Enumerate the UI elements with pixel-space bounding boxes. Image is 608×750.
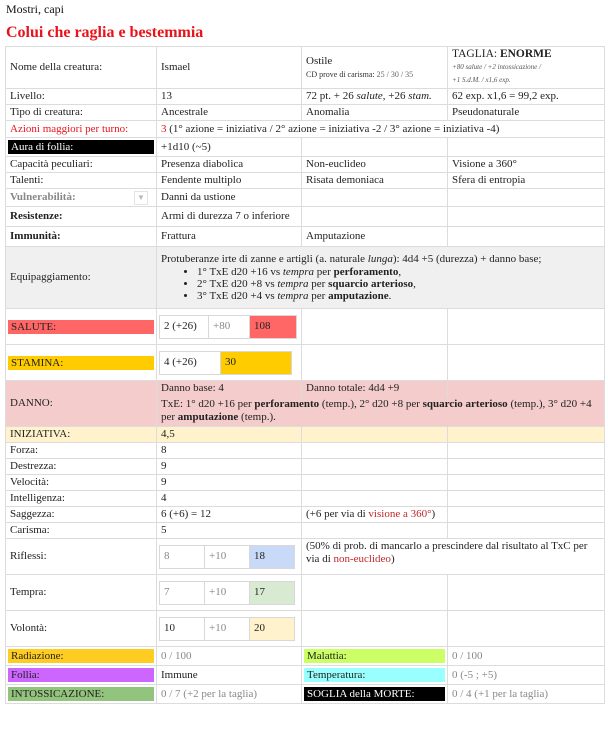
text-fragment: non-euclideo: [333, 553, 391, 565]
tipo-label: Tipo di creatura:: [6, 105, 157, 121]
text-fragment: squarcio arterioso: [422, 398, 508, 411]
immunita-value-1[interactable]: Frattura: [157, 227, 302, 247]
text-fragment: (temp.), 2° d20 +8 per: [319, 398, 423, 411]
talenti-value-1[interactable]: Fendente multiplo: [157, 173, 302, 189]
breadcrumb[interactable]: Mostri, capi: [6, 2, 64, 16]
row-resistenze: [6, 207, 605, 227]
azioni-label: Azioni maggiori per turno:: [6, 121, 157, 138]
text-fragment: ): [431, 508, 436, 520]
empty-cell[interactable]: [448, 507, 605, 523]
empty-cell[interactable]: [302, 575, 448, 611]
row-intossicazione: [6, 685, 605, 704]
empty-cell[interactable]: [448, 575, 605, 611]
row-volonta: [6, 611, 605, 647]
text-fragment: per: [308, 278, 329, 290]
volonta-label: Volontà:: [6, 611, 157, 647]
tipo-value-1[interactable]: Ancestrale: [157, 105, 302, 121]
row-riflessi: [6, 539, 605, 575]
salute-base[interactable]: 2 (+26): [160, 315, 209, 338]
capacita-value-2[interactable]: Non-euclideo: [302, 157, 448, 173]
empty-cell[interactable]: [448, 611, 605, 647]
attitude-value: Ostile: [306, 54, 333, 67]
row-iniziativa: [6, 427, 605, 443]
stat-value[interactable]: 5: [157, 523, 302, 539]
attitude-cell[interactable]: [302, 47, 448, 89]
salute-total[interactable]: 108: [250, 315, 297, 338]
stat-value[interactable]: 4: [157, 491, 302, 507]
riflessi-total[interactable]: 18: [250, 545, 295, 568]
text-fragment: 1° TxE d20 +16 vs: [197, 266, 283, 278]
tempra-box: [159, 581, 295, 605]
cd-values: 25 / 30 / 35: [376, 69, 414, 79]
text-fragment: 2° TxE d20 +8 vs: [197, 278, 278, 290]
livello-label: Livello:: [6, 89, 157, 105]
volonta-box: [159, 617, 295, 641]
row-stat: [6, 491, 605, 507]
stat-value[interactable]: 8: [157, 443, 302, 459]
danno-label: DANNO:: [6, 381, 157, 427]
text-fragment: (temp.).: [238, 411, 276, 424]
size-cell[interactable]: [448, 47, 605, 89]
capacita-value-1[interactable]: Presenza diabolica: [157, 157, 302, 173]
resistenze-value[interactable]: Armi di durezza 7 o inferiore: [157, 207, 302, 227]
riflessi-bonus[interactable]: +10: [205, 545, 250, 568]
follia-label: Follia:: [8, 668, 154, 682]
stat-label: Carisma:: [6, 523, 157, 539]
stat-label: Destrezza:: [6, 459, 157, 475]
text-fragment: 3° TxE d20 +4 vs: [197, 290, 278, 302]
empty-cell[interactable]: [448, 523, 605, 539]
size-note-1: +80 salute / +2 intossicazione /: [452, 63, 541, 71]
capacita-value-3[interactable]: Visione a 360°: [448, 157, 605, 173]
iniziativa-value[interactable]: 4,5: [157, 427, 302, 443]
text-fragment: (+6 per via di: [306, 508, 369, 520]
text-fragment: TxE: 1° d20 +16 per: [161, 398, 255, 411]
equipaggiamento-value[interactable]: [157, 247, 605, 309]
intro-b: lunga: [367, 253, 393, 265]
stamina-label: STAMINA:: [8, 356, 154, 370]
azioni-value[interactable]: [157, 121, 605, 138]
intro-a: Protuberanze irte di zanne e artigli (a. naturale: [161, 253, 368, 265]
radiazione-value[interactable]: 0 / 100: [157, 647, 302, 666]
stamina-total[interactable]: 30: [221, 351, 292, 374]
tipo-value-3[interactable]: Pseudonaturale: [448, 105, 605, 121]
riflessi-label: Riflessi:: [6, 539, 157, 575]
size-label: TAGLIA:: [452, 48, 500, 60]
points-a: 72 pt. + 26: [306, 90, 357, 102]
soglia-value[interactable]: 0 / 4 (+1 per la taglia): [448, 685, 605, 704]
iniziativa-label: INIZIATIVA:: [6, 427, 157, 443]
name-value[interactable]: Ismael: [157, 47, 302, 89]
malattia-value[interactable]: 0 / 100: [448, 647, 605, 666]
row-follia: [6, 666, 605, 685]
row-azioni: [6, 121, 605, 138]
azioni-detail: (1° azione = iniziativa / 2° azione = iniziativa -2 / 3° azione = iniziativa -4): [166, 122, 500, 135]
empty-cell[interactable]: [302, 523, 448, 539]
stat-value[interactable]: 9: [157, 459, 302, 475]
text-fragment: visione a 360°: [368, 508, 432, 520]
row-aura: [6, 138, 605, 157]
row-stat: [6, 507, 605, 523]
row-talenti: [6, 173, 605, 189]
text-fragment: tempra: [277, 278, 309, 290]
row-tempra: [6, 575, 605, 611]
row-danno: [6, 381, 605, 397]
dropdown-arrow-icon[interactable]: ▼: [134, 191, 148, 205]
talenti-label: Talenti:: [6, 173, 157, 189]
empty-cell[interactable]: [448, 227, 605, 247]
radiazione-label: Radiazione:: [8, 649, 154, 663]
danno-txe[interactable]: [157, 397, 605, 427]
temperatura-label: Temperatura:: [304, 668, 445, 682]
text-fragment: ): [390, 553, 395, 565]
name-label: Nome della creatura:: [6, 47, 157, 89]
text-fragment: squarcio arterioso: [328, 278, 414, 290]
empty-cell[interactable]: [448, 459, 605, 475]
vulnerabilita-label: Vulnerabilità:: [10, 190, 76, 203]
stat-value[interactable]: 9: [157, 475, 302, 491]
empty-cell[interactable]: [302, 475, 448, 491]
row-radiazione: [6, 647, 605, 666]
row-stat: [6, 475, 605, 491]
row-livello: [6, 89, 605, 105]
empty-cell[interactable]: [448, 381, 605, 397]
talenti-value-3[interactable]: Sfera di entropia: [448, 173, 605, 189]
stamina-box: [159, 351, 292, 375]
tempra-total[interactable]: 17: [250, 581, 295, 604]
row-equipaggiamento: [6, 247, 605, 309]
empty-cell[interactable]: [448, 345, 605, 381]
tempra-label: Tempra:: [6, 575, 157, 611]
salute-bonus[interactable]: +80: [209, 315, 250, 338]
empty-cell[interactable]: [302, 459, 448, 475]
empty-cell[interactable]: [302, 189, 448, 207]
text-fragment: per: [308, 290, 329, 302]
saggezza-note[interactable]: [302, 507, 448, 523]
empty-cell[interactable]: [448, 427, 605, 443]
text-fragment: perforamento: [333, 266, 399, 278]
text-fragment: perforamento: [254, 398, 320, 411]
equip-list: [161, 266, 600, 302]
tempra-bonus[interactable]: +10: [205, 581, 250, 604]
volonta-total[interactable]: 20: [250, 617, 295, 640]
vulnerabilita-cell[interactable]: [6, 189, 157, 207]
tempra-base[interactable]: 7: [160, 581, 205, 604]
tipo-value-2[interactable]: Anomalia: [302, 105, 448, 121]
empty-cell[interactable]: [448, 443, 605, 459]
empty-cell[interactable]: [302, 345, 448, 381]
row-stat: [6, 443, 605, 459]
empty-cell[interactable]: [448, 475, 605, 491]
empty-cell[interactable]: [302, 611, 448, 647]
equip-item: [197, 266, 600, 278]
soglia-label: SOGLIA della MORTE:: [304, 687, 445, 701]
aura-label: Aura di follia:: [8, 140, 154, 154]
row-name: [6, 47, 605, 89]
riflessi-box: [159, 545, 295, 569]
size-note-2: +1 S.d.M. / x1,6 exp.: [452, 76, 511, 84]
stamina-base[interactable]: 4 (+26): [160, 351, 221, 374]
points-b: salute: [356, 90, 383, 102]
volonta-base[interactable]: 10: [160, 617, 205, 640]
empty-cell[interactable]: [448, 189, 605, 207]
row-vulnerabilita: [6, 189, 605, 207]
text-fragment: amputazione: [177, 411, 239, 424]
talenti-value-2[interactable]: Risata demoniaca: [302, 173, 448, 189]
equip-item: [197, 290, 600, 302]
resistenze-label: Resistenze:: [10, 210, 63, 222]
empty-cell[interactable]: [448, 138, 605, 157]
livello-value[interactable]: 13: [157, 89, 302, 105]
text-fragment: .: [388, 290, 392, 302]
empty-cell[interactable]: [302, 427, 448, 443]
stat-label: Forza:: [6, 443, 157, 459]
stat-label: Saggezza:: [6, 507, 157, 523]
immunita-label: Immunità:: [10, 230, 61, 242]
malattia-label: Malattia:: [304, 649, 445, 663]
cd-label: CD prove di carisma:: [306, 69, 375, 79]
size-value: ENORME: [499, 48, 552, 60]
capacita-label: Capacità peculiari:: [6, 157, 157, 173]
row-tipo: [6, 105, 605, 121]
riflessi-note[interactable]: [302, 539, 605, 575]
empty-cell[interactable]: [302, 443, 448, 459]
temperatura-value[interactable]: 0 (-5 ; +5): [448, 666, 605, 685]
salute-box: [159, 315, 297, 339]
row-capacita: [6, 157, 605, 173]
equip-item: [197, 278, 600, 290]
row-stat: [6, 523, 605, 539]
text-fragment: (50% di prob. di mancarlo a prescindere dal risultato al TxC per via di: [306, 540, 588, 565]
empty-cell[interactable]: [302, 207, 448, 227]
livello-points[interactable]: [302, 89, 448, 105]
row-salute: [6, 309, 605, 345]
empty-cell[interactable]: [302, 491, 448, 507]
row-stat: [6, 459, 605, 475]
volonta-bonus[interactable]: +10: [205, 617, 250, 640]
stat-label: Intelligenza:: [6, 491, 157, 507]
points-d: stam.: [408, 90, 432, 102]
page-title: Colui che raglia e bestemmia: [6, 24, 204, 41]
text-fragment: ,: [413, 278, 416, 290]
azioni-count: 3: [161, 122, 167, 135]
creature-sheet: [5, 46, 605, 704]
empty-cell[interactable]: [448, 309, 605, 345]
text-fragment: tempra: [282, 266, 315, 278]
aura-value[interactable]: +1d10 (~5): [157, 138, 302, 157]
row-stamina: [6, 345, 605, 381]
follia-value[interactable]: Immune: [157, 666, 302, 685]
danno-totale[interactable]: Danno totale: 4d4 +9: [302, 381, 448, 397]
empty-cell[interactable]: [448, 491, 605, 507]
stat-label: Velocità:: [6, 475, 157, 491]
vulnerabilita-value[interactable]: Danni da ustione: [157, 189, 302, 207]
intro-c: ): 4d4 +5 (durezza) + danno base;: [392, 253, 542, 265]
equipaggiamento-label: Equipaggiamento:: [6, 247, 157, 309]
empty-cell[interactable]: [448, 207, 605, 227]
intossicazione-label: INTOSSICAZIONE:: [8, 687, 154, 701]
intossicazione-value[interactable]: 0 / 7 (+2 per la taglia): [157, 685, 302, 704]
text-fragment: tempra: [277, 290, 309, 302]
salute-label: SALUTE:: [8, 320, 154, 334]
equip-intro: [161, 253, 600, 266]
text-fragment: ,: [398, 266, 402, 278]
livello-exp[interactable]: 62 exp. x1,6 = 99,2 exp.: [448, 89, 605, 105]
empty-cell[interactable]: [302, 309, 448, 345]
stat-value[interactable]: 6 (+6) = 12: [157, 507, 302, 523]
text-fragment: (temp.), 3° d20 +4 per: [161, 398, 592, 424]
text-fragment: per: [314, 266, 334, 278]
danno-base[interactable]: Danno base: 4: [157, 381, 302, 397]
immunita-value-2[interactable]: Amputazione: [302, 227, 448, 247]
text-fragment: amputazione: [328, 290, 389, 302]
riflessi-base[interactable]: 8: [160, 545, 205, 568]
row-immunita: [6, 227, 605, 247]
points-c: , +26: [382, 90, 409, 102]
empty-cell[interactable]: [302, 138, 448, 157]
